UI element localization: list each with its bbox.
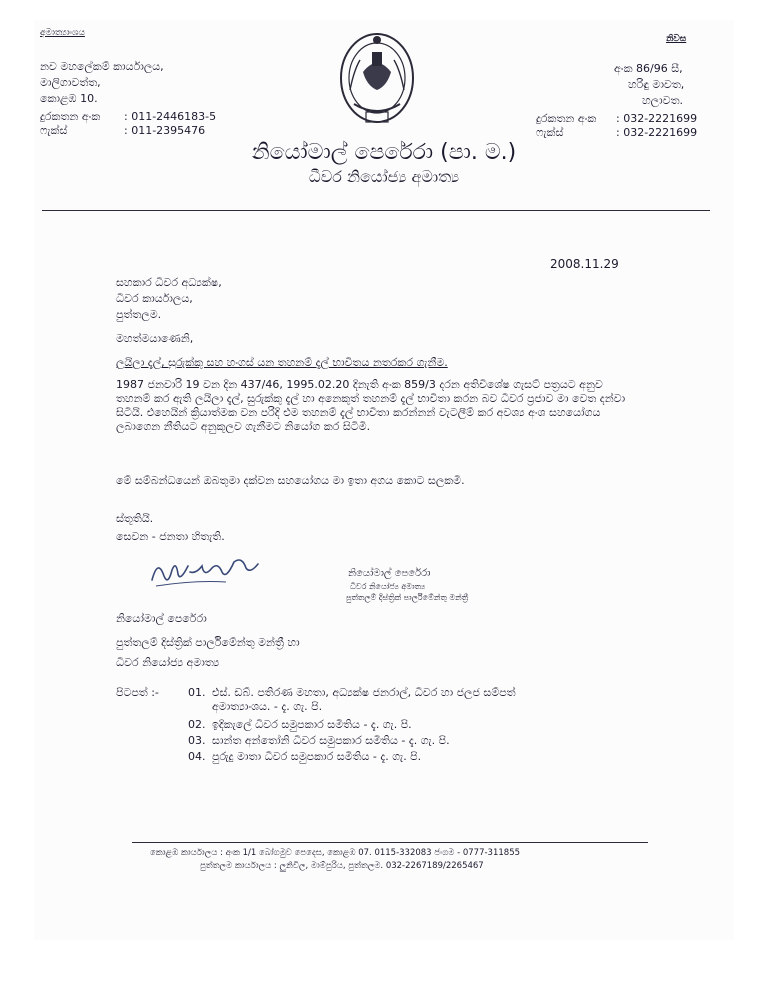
ministry-tag: අමාත්‍යාංශය bbox=[40, 28, 85, 38]
closing-motto: සෙවන - ජනතා හිතැති. bbox=[116, 530, 225, 543]
letter-body-paragraph: 1987 ජනවාරි 19 වන දින 437/46, 1995.02.20 දිනැති අංක 859/3 දරන අතිවිශේෂ ගැසට් පත්‍රයට අනුව තහනම් කර ඇති ලයිලා දැල්, සුරුක්කු දැල් හා අනෙකුත් තහනම් දැල් භාවිතා කරන බව ධීවර ප්‍රජාව මා වෙත දන්වා සිටියි. එහෙයින් ක්‍රියාත්මක වන පරිදි එම තහනම් දැල් භාවිතා කරන්නන් වැටලීම් කර අවශ්‍ය අංශ සහයෝගය ලබාගෙන නීතියට අනුකූලව ගැනීමට නියෝග කර සිටිමි. bbox=[116, 378, 626, 433]
right-phone-label: දුරකතන අංක bbox=[536, 112, 597, 125]
stamp-line: නියෝමාල් පෙරේරා bbox=[348, 568, 431, 579]
footer-divider bbox=[132, 842, 648, 843]
letter-body-closing-paragraph: මේ සම්බන්ධයෙන් ඔබතුමා දක්වන සහයෝගය මා ඉතා අගය කොට සලකමි. bbox=[116, 474, 465, 487]
right-address-line: හරිඳු මාවත, bbox=[628, 78, 685, 91]
right-phone: : 032-2221699 bbox=[616, 112, 698, 125]
left-address-line: කොළඹ 10. bbox=[40, 92, 98, 105]
cc-item: සාන්ත අන්තෝනි ධීවර සමුපකාර සමිතිය - දැ. ගැ. පි. bbox=[212, 734, 450, 747]
cc-number: 03. bbox=[188, 734, 206, 747]
signatory-name: නියෝමාල් පෙරේරා bbox=[116, 612, 207, 625]
footer-puttalam-office: පුත්තලම කාර්යාලය : ලුනිවිල, මාම්පුරිය, පුත්තලම. 032-2267189/2265467 bbox=[200, 861, 484, 871]
left-fax-label: ෆැක්ස් bbox=[40, 124, 68, 137]
cc-item: එස්. ඩබ්. පතිරණ මහතා, අධ්‍යක්ෂ ජනරාල්, ධීවර හා ජලජ සම්පත් අමාත්‍යාංශය. - දැ. ගැ. පි. bbox=[212, 686, 516, 713]
left-phone-label: දුරකතන අංක bbox=[40, 110, 101, 123]
salutation: මහත්මයාණෙනි, bbox=[116, 332, 194, 345]
stamp-line: පුත්තලම් දිස්ත්‍රික් පාර්ලිමේන්තු මන්ත්‍රී bbox=[346, 593, 469, 602]
stamp-line: ධීවර නියෝජ්‍ය අමාත්‍ය bbox=[350, 582, 426, 591]
signatory-title: පුත්තලම් දිස්ත්‍රික් පාර්ලිමේන්තු මන්ත්‍රී හා bbox=[116, 636, 300, 649]
left-phone: : 011-2446183-5 bbox=[124, 110, 217, 123]
letterhead-name: නියෝමාල් පෙරේරා (පා. ම.) bbox=[251, 140, 517, 165]
cc-number: 02. bbox=[188, 718, 206, 731]
recipient-line: පුත්තලම. bbox=[116, 308, 162, 321]
residence-tag: නිවස bbox=[666, 34, 687, 44]
recipient-line: ධීවර කාර්යාලය, bbox=[116, 292, 193, 305]
cc-item: පුරුදු මාතා ධීවර සමුපකාර සමිතිය - දැ. ගැ. පි. bbox=[212, 750, 422, 763]
left-fax: : 011-2395476 bbox=[124, 124, 206, 137]
handwritten-signature bbox=[146, 548, 270, 592]
left-address-line: මාලිගාවත්ත, bbox=[40, 76, 101, 89]
cc-number: 04. bbox=[188, 750, 206, 763]
letter-date: 2008.11.29 bbox=[550, 257, 619, 271]
header-divider bbox=[42, 210, 710, 211]
cc-item: ඉදිකැලේ ධීවර සමුපකාර සමිතිය - දැ. ගැ. පි. bbox=[212, 718, 412, 731]
signatory-title: ධීවර නියෝජ්‍ය අමාත්‍ය bbox=[116, 656, 220, 669]
left-address-line: නව මහලේකම් කාර්යාලය, bbox=[40, 60, 164, 73]
cc-label: පිටපත් :- bbox=[116, 686, 159, 699]
right-address-line: හලාවත. bbox=[642, 94, 684, 107]
closing-thanks: ස්තූතියි. bbox=[116, 512, 154, 525]
state-emblem-icon bbox=[336, 30, 418, 130]
footer-colombo-office: කොළඹ කාර්යාලය : අංක 1/1 බෝගමුව පෙදෙස, කොළඹ 07. 0115-332083 ජංගම - 0777-311855 bbox=[150, 848, 521, 858]
recipient-line: සහකාර ධීවර අධ්‍යක්ෂ, bbox=[116, 276, 222, 289]
right-fax: : 032-2221699 bbox=[616, 126, 698, 139]
cc-number: 01. bbox=[188, 686, 206, 699]
right-address-line: අංක 86/96 සී, bbox=[614, 62, 683, 75]
letter-subject: ලයිලා දැල්, සුරුක්කු සහ හංගස් යන තහනම් දැල් භාවිතය නතරකර ගැනීම. bbox=[116, 356, 448, 369]
right-fax-label: ෆැක්ස් bbox=[536, 126, 564, 139]
letterhead-designation: ධීවර නියෝජ්‍ය අමාත්‍ය bbox=[308, 167, 460, 186]
